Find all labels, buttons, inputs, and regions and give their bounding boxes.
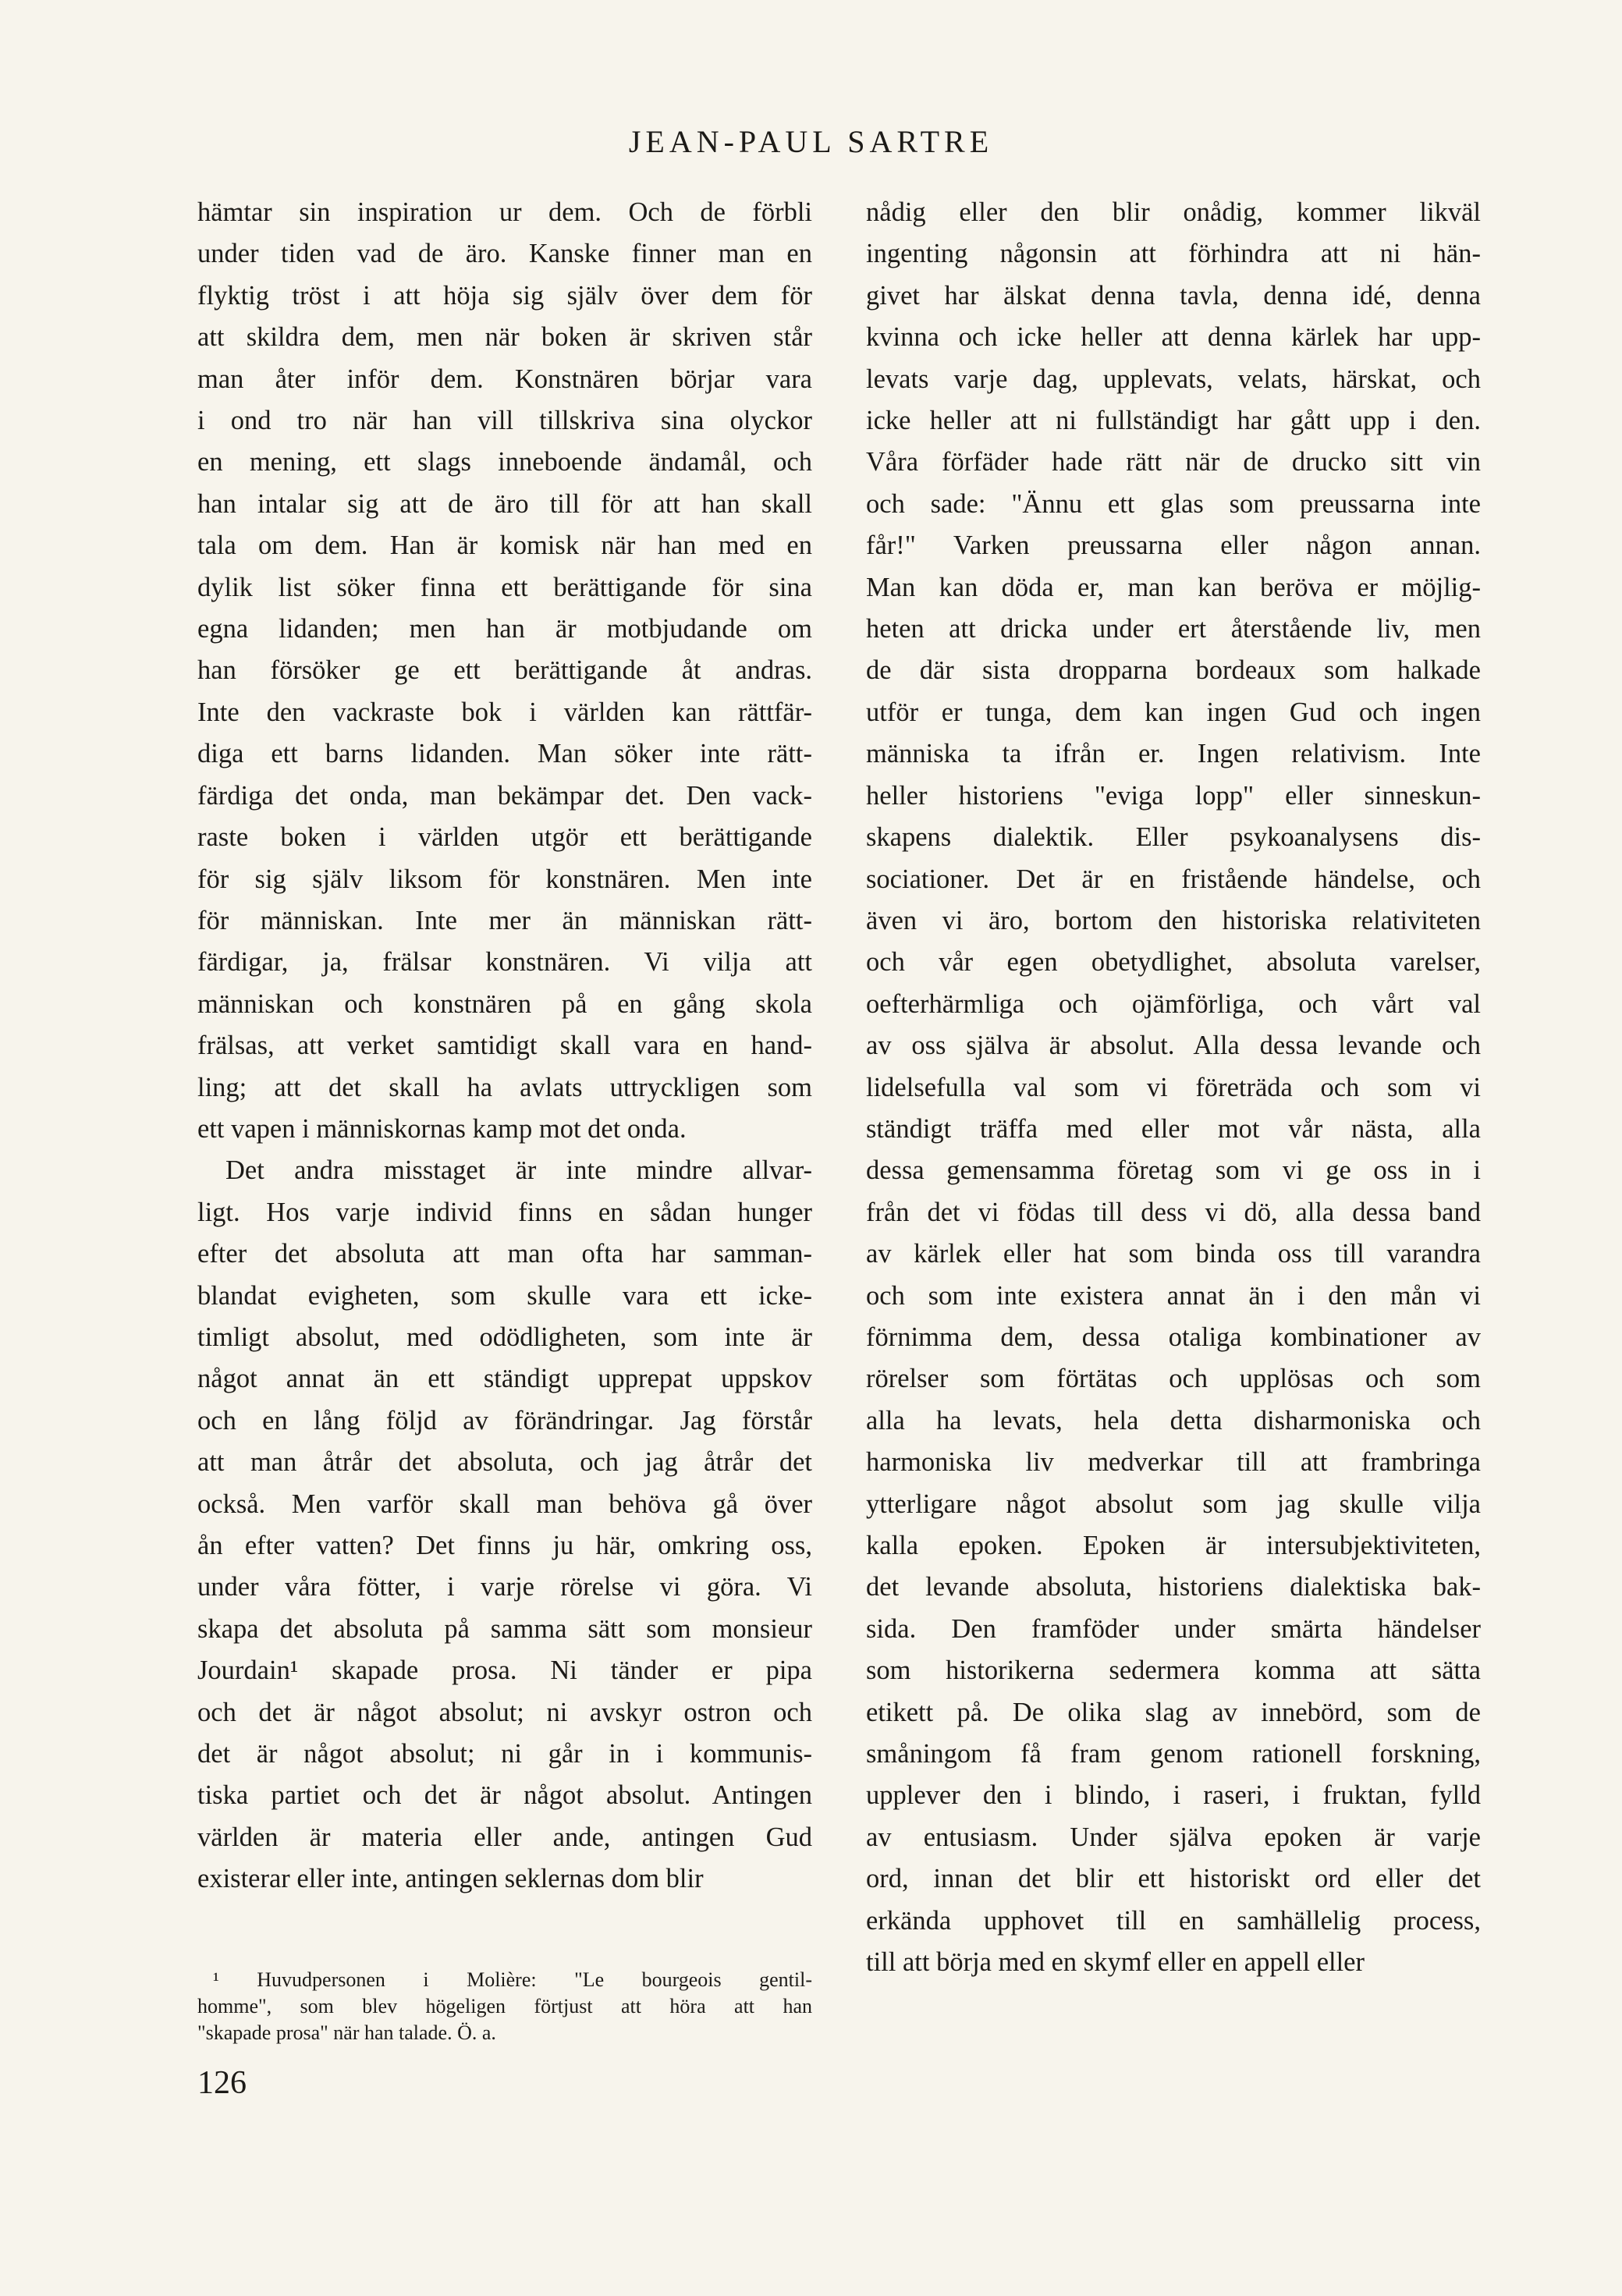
text-line: blandat evigheten, som skulle vara ett icke- [197,1280,812,1311]
right-text-column [866,192,1481,1983]
text-line: Våra förfäder hade rätt när de drucko sitt vin [866,447,1481,477]
text-line: skapens dialektik. Eller psykoanalysens dis- [866,822,1481,853]
text-line: något annat än ett ständigt upprepat uppskov [197,1364,812,1394]
text-line: etikett på. De olika slag av innebörd, som de [866,1697,1481,1727]
text-line: och som inte existera annat än i den mån vi [866,1280,1481,1311]
running-head: JEAN-PAUL SARTRE [628,124,994,159]
text-line: världen är materia eller ande, antingen Gud [197,1822,812,1852]
text-line: kvinna och icke heller att denna kärlek har upp- [866,322,1481,353]
text-line: givet har älskat denna tavla, denna idé, denna [866,280,1481,311]
text-line: färdigar, ja, frälsar konstnären. Vi vilja att [197,947,812,978]
text-line: dessa gemensamma företag som vi ge oss in i [866,1155,1481,1186]
text-line: frälsas, att verket samtidigt skall vara en hand- [197,1031,812,1061]
text-line: lidelsefulla val som vi företräda och som vi [866,1072,1481,1102]
text-line: de där sista dropparna bordeaux som halkade [866,655,1481,686]
text-line: ling; att det skall ha avlats uttryckligen som [197,1072,812,1102]
text-line: tiska partiet och det är något absolut. Antingen [197,1780,812,1811]
text-line: harmoniska liv medverkar till att frambringa [866,1447,1481,1478]
text-line: flyktig tröst i att höja sig själv över dem för [197,280,812,311]
text-line: till att börja med en skymf eller en appell eller [866,1947,1365,1978]
text-line: egna lidanden; men han är motbjudande om [197,614,812,644]
text-line: alla ha levats, hela detta disharmoniska och [866,1405,1481,1435]
text-line: även vi äro, bortom den historiska relativiteten [866,905,1481,935]
text-line: efter det absoluta att man ofta har samman- [197,1239,812,1269]
text-line: ett vapen i människornas kamp mot det onda. [197,1113,687,1144]
text-line: av oss själva är absolut. Alla dessa levande och [866,1031,1481,1061]
text-line: raste boken i världen utgör ett berättigande [197,822,812,853]
text-line: existerar eller inte, antingen seklernas dom blir [197,1864,704,1894]
text-line: förnimma dem, dessa otaliga kombinationer av [866,1322,1481,1352]
text-line: och det är något absolut; ni avskyr ostron och [197,1697,812,1727]
text-line: erkända upphovet till en samhällelig process, [866,1905,1481,1936]
footnote-line: "skapade prosa" när han talade. Ö. a. [197,2021,496,2044]
text-line: för människan. Inte mer än människan rätt- [197,905,812,935]
text-line: ständigt träffa med eller mot vår nästa, alla [866,1113,1481,1144]
text-line: människa ta ifrån er. Ingen relativism. Inte [866,739,1481,769]
footnote-line: ¹ Huvudpersonen i Molière: "Le bourgeois gentil- [213,1968,812,1991]
text-line: färdiga det onda, man bekämpar det. Den vack- [197,780,812,811]
text-line: i ond tro när han vill tillskriva sina olyckor [197,406,812,436]
text-line: Inte den vackraste bok i världen kan rättfär- [197,697,812,727]
text-line: dylik list söker finna ett berättigande för sina [197,572,812,602]
text-line: från det vi födas till dess vi dö, alla dessa band [866,1197,1481,1227]
text-line: skapa det absoluta på samma sätt som monsieur [197,1613,812,1644]
text-line: han försöker ge ett berättigande åt andras. [197,655,812,686]
text-line: sociationer. Det är en fristående händelse, och [866,864,1481,894]
text-line: icke heller att ni fullständigt har gått upp i den. [866,406,1481,436]
text-line: ytterligare något absolut som jag skulle vilja [866,1489,1481,1519]
text-line: en mening, ett slags inneboende ändamål, och [197,447,812,477]
text-line: rörelser som förtätas och upplösas och som [866,1364,1481,1394]
text-line: och en lång följd av förändringar. Jag förstår [197,1405,812,1435]
text-line: ingenting någonsin att förhindra att ni hän- [866,239,1481,269]
text-line: nådig eller den blir onådig, kommer likväl [866,197,1481,227]
text-line: Jourdain¹ skapade prosa. Ni tänder er pipa [197,1655,812,1686]
text-line: kalla epoken. Epoken är intersubjektiviteten, [866,1531,1481,1560]
text-line: får!" Varken preussarna eller någon annan. [866,531,1481,561]
text-line: att skildra dem, men när boken är skriven står [197,322,812,353]
text-line: ån efter vatten? Det finns ju här, omkring oss, [197,1531,812,1560]
text-line: under tiden vad de äro. Kanske finner man en [197,239,812,269]
text-line: sida. Den framföder under smärta händelser [866,1613,1481,1644]
text-line: och sade: "Ännu ett glas som preussarna inte [866,488,1481,519]
text-line: också. Men varför skall man behöva gå över [197,1489,812,1519]
text-line: ord, innan det blir ett historiskt ord eller det [866,1864,1481,1894]
text-line: man åter inför dem. Konstnären börjar vara [197,364,812,394]
text-line: att man åtrår det absoluta, och jag åtrår det [197,1447,812,1478]
text-line: Det andra misstaget är inte mindre allvar- [225,1155,812,1186]
text-line: det levande absoluta, historiens dialektiska bak- [866,1572,1481,1602]
text-line: människan och konstnären på en gång skola [197,988,812,1019]
text-line: diga ett barns lidanden. Man söker inte rätt- [197,739,812,769]
text-line: heller historiens "eviga lopp" eller sinneskun- [866,780,1481,811]
text-line: för sig själv liksom för konstnären. Men inte [197,864,812,894]
text-line: som historikerna sedermera komma att sätta [866,1655,1481,1686]
text-line: ligt. Hos varje individ finns en sådan hunger [197,1197,812,1227]
text-line: Man kan döda er, man kan beröva er möjlig- [866,572,1481,602]
text-line: och vår egen obetydlighet, absoluta varelser, [866,947,1481,978]
footnote-line: homme", som blev högeligen förtjust att höra att han [197,1995,812,2017]
text-line: utför er tunga, dem kan ingen Gud och ingen [866,697,1481,727]
text-line: levats varje dag, upplevats, velats, härskat, och [866,364,1481,394]
text-line: hämtar sin inspiration ur dem. Och de förbli [197,197,812,227]
text-line: av entusiasm. Under själva epoken är varje [866,1822,1481,1852]
text-line: tala om dem. Han är komisk när han med en [197,531,812,561]
text-line: det är något absolut; ni går in i kommunis- [197,1739,812,1769]
text-line: under våra fötter, i varje rörelse vi göra. Vi [197,1572,812,1602]
page-number: 126 [197,2065,247,2101]
text-line: småningom få fram genom rationell forskning, [866,1739,1481,1769]
footnote [197,1967,812,2046]
left-text-column [197,192,812,1900]
text-line: oefterhärmliga och ojämförliga, och vårt val [866,988,1481,1019]
text-line: upplever den i blindo, i raseri, i fruktan, fylld [866,1780,1481,1811]
text-line: heten att dricka under ert återstående liv, men [866,614,1481,644]
text-line: timligt absolut, med odödligheten, som inte är [197,1322,812,1352]
text-line: han intalar sig att de äro till för att han skall [197,488,812,519]
text-line: av kärlek eller hat som binda oss till varandra [866,1239,1481,1269]
